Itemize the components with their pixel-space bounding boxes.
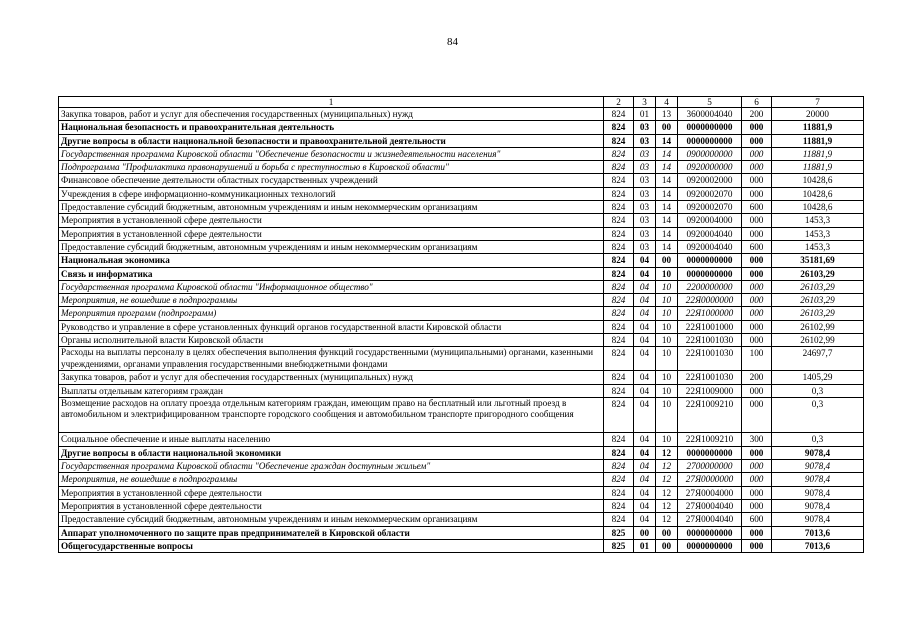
item-name: Предоставление субсидий бюджетным, автономным учреждениям и иным некоммерческим организациям	[59, 513, 604, 526]
section-code: 04	[634, 307, 656, 320]
target-article-code: 0920000000	[678, 161, 742, 174]
expense-type-code: 000	[742, 214, 772, 227]
target-article-code: 22Я1000000	[678, 307, 742, 320]
item-name: Мероприятия, не вошедшие в подпрограммы	[59, 473, 604, 486]
ministry-code: 824	[604, 214, 634, 227]
ministry-code: 824	[604, 227, 634, 240]
amount: 26102,99	[772, 334, 864, 347]
subsection-code: 12	[656, 513, 678, 526]
section-code: 01	[634, 108, 656, 121]
amount: 26103,29	[772, 267, 864, 280]
target-article-code: 0000000000	[678, 134, 742, 147]
expense-type-code: 600	[742, 240, 772, 253]
ministry-code: 824	[604, 320, 634, 333]
section-code: 04	[634, 347, 656, 371]
expense-type-code: 000	[742, 320, 772, 333]
table-row	[59, 201, 864, 214]
section-code: 04	[634, 294, 656, 307]
ministry-code: 824	[604, 347, 634, 371]
section-code: 04	[634, 513, 656, 526]
item-name: Мероприятия в установленной сфере деятельности	[59, 227, 604, 240]
section-code: 03	[634, 227, 656, 240]
section-code: 04	[634, 486, 656, 499]
ministry-code: 825	[604, 539, 634, 552]
section-code: 04	[634, 254, 656, 267]
ministry-code: 824	[604, 267, 634, 280]
amount: 24697,7	[772, 347, 864, 371]
section-code: 04	[634, 320, 656, 333]
table-row	[59, 267, 864, 280]
expense-type-code: 300	[742, 433, 772, 446]
subsection-code: 10	[656, 307, 678, 320]
table-row	[59, 121, 864, 134]
expense-type-code: 000	[742, 121, 772, 134]
expense-type-code: 000	[742, 526, 772, 539]
amount: 26103,29	[772, 307, 864, 320]
subsection-code: 12	[656, 499, 678, 512]
item-name: Возмещение расходов на оплату проезда отдельным категориям граждан, имеющим право на бесплатный или льготный проезд в автомобильном и электрифицированном транспорте городского сообщения и автомобильном транспорте пригородного сообщения	[59, 397, 604, 433]
ministry-code: 824	[604, 433, 634, 446]
target-article-code: 0000000000	[678, 121, 742, 134]
ministry-code: 824	[604, 240, 634, 253]
expense-type-code: 000	[742, 254, 772, 267]
target-article-code: 0000000000	[678, 254, 742, 267]
target-article-code: 22Я1001030	[678, 347, 742, 371]
ministry-code: 824	[604, 147, 634, 160]
expense-type-code: 000	[742, 161, 772, 174]
item-name: Предоставление субсидий бюджетным, автономным учреждениям и иным некоммерческим организациям	[59, 240, 604, 253]
table-row	[59, 227, 864, 240]
subsection-code: 14	[656, 214, 678, 227]
target-article-code: 22Я0000000	[678, 294, 742, 307]
header-cell: 4	[656, 97, 678, 108]
expense-type-code: 000	[742, 334, 772, 347]
ministry-code: 824	[604, 473, 634, 486]
subsection-code: 14	[656, 227, 678, 240]
amount: 1405,29	[772, 371, 864, 384]
target-article-code: 0920004000	[678, 214, 742, 227]
ministry-code: 824	[604, 307, 634, 320]
table-row	[59, 499, 864, 512]
item-name: Другие вопросы в области национальной безопасности и правоохранительной деятельности	[59, 134, 604, 147]
item-name: Руководство и управление в сфере установленных функций органов государственной власти Кировской области	[59, 320, 604, 333]
item-name: Аппарат уполномоченного по защите прав предпринимателей в Кировской области	[59, 526, 604, 539]
section-code: 01	[634, 539, 656, 552]
subsection-code: 10	[656, 384, 678, 397]
section-code: 03	[634, 147, 656, 160]
table-row	[59, 187, 864, 200]
item-name: Органы исполнительной власти Кировской области	[59, 334, 604, 347]
target-article-code: 22Я1001030	[678, 371, 742, 384]
item-name: Национальная экономика	[59, 254, 604, 267]
expense-type-code: 000	[742, 147, 772, 160]
target-article-code: 27Я0004000	[678, 486, 742, 499]
target-article-code: 0920002000	[678, 174, 742, 187]
section-code: 03	[634, 201, 656, 214]
item-name: Государственная программа Кировской области "Информационное общество"	[59, 280, 604, 293]
section-code: 04	[634, 473, 656, 486]
target-article-code: 0920004040	[678, 240, 742, 253]
table-row	[59, 539, 864, 552]
table-row	[59, 214, 864, 227]
item-name: Мероприятия в установленной сфере деятельности	[59, 214, 604, 227]
table-row	[59, 174, 864, 187]
section-code: 04	[634, 280, 656, 293]
item-name: Выплаты отдельным категориям граждан	[59, 384, 604, 397]
expense-type-code: 000	[742, 397, 772, 433]
target-article-code: 22Я1009210	[678, 433, 742, 446]
subsection-code: 14	[656, 161, 678, 174]
page-number: 84	[447, 36, 458, 48]
item-name: Расходы на выплаты персоналу в целях обеспечения выполнения функций государственными (муниципальными) органами, казенными учреждениями, органами управления государственными внебюджетными фондами	[59, 347, 604, 371]
item-name: Общегосударственные вопросы	[59, 539, 604, 552]
item-name: Связь и информатика	[59, 267, 604, 280]
amount: 26103,29	[772, 280, 864, 293]
subsection-code: 10	[656, 371, 678, 384]
amount: 11881,9	[772, 134, 864, 147]
amount: 20000	[772, 108, 864, 121]
amount: 26103,29	[772, 294, 864, 307]
item-name: Мероприятия в установленной сфере деятельности	[59, 499, 604, 512]
expense-type-code: 000	[742, 227, 772, 240]
table-row	[59, 397, 864, 433]
item-name: Предоставление субсидий бюджетным, автономным учреждениям и иным некоммерческим организациям	[59, 201, 604, 214]
expense-type-code: 000	[742, 473, 772, 486]
table-row	[59, 473, 864, 486]
expense-type-code: 000	[742, 499, 772, 512]
amount: 10428,6	[772, 201, 864, 214]
table-row	[59, 320, 864, 333]
ministry-code: 824	[604, 201, 634, 214]
expense-type-code: 000	[742, 187, 772, 200]
expense-type-code: 600	[742, 201, 772, 214]
section-code: 03	[634, 121, 656, 134]
table-row	[59, 294, 864, 307]
subsection-code: 10	[656, 294, 678, 307]
section-code: 03	[634, 187, 656, 200]
ministry-code: 824	[604, 499, 634, 512]
ministry-code: 824	[604, 486, 634, 499]
item-name: Национальная безопасность и правоохранительная деятельность	[59, 121, 604, 134]
expense-type-code: 000	[742, 446, 772, 459]
ministry-code: 824	[604, 174, 634, 187]
item-name: Мероприятия в установленной сфере деятельности	[59, 486, 604, 499]
table-row	[59, 280, 864, 293]
amount: 0,3	[772, 433, 864, 446]
target-article-code: 0000000000	[678, 446, 742, 459]
amount: 1453,3	[772, 227, 864, 240]
target-article-code: 22Я1001030	[678, 334, 742, 347]
item-name: Государственная программа Кировской области "Обеспечение безопасности и жизнедеятельности населения"	[59, 147, 604, 160]
table-row	[59, 307, 864, 320]
item-name: Подпрограмма "Профилактика правонарушений и борьба с преступностью в Кировской области"	[59, 161, 604, 174]
table-row	[59, 147, 864, 160]
table-row	[59, 433, 864, 446]
subsection-code: 13	[656, 108, 678, 121]
expense-type-code: 000	[742, 280, 772, 293]
table-row	[59, 134, 864, 147]
expense-type-code: 000	[742, 267, 772, 280]
header-cell: 2	[604, 97, 634, 108]
expense-type-code: 000	[742, 384, 772, 397]
target-article-code: 0920002070	[678, 201, 742, 214]
target-article-code: 2200000000	[678, 280, 742, 293]
subsection-code: 00	[656, 254, 678, 267]
amount: 7013,6	[772, 539, 864, 552]
ministry-code: 824	[604, 371, 634, 384]
amount: 9078,4	[772, 446, 864, 459]
amount: 9078,4	[772, 486, 864, 499]
amount: 9078,4	[772, 473, 864, 486]
section-code: 04	[634, 433, 656, 446]
table-row	[59, 384, 864, 397]
table-row	[59, 108, 864, 121]
amount: 9078,4	[772, 513, 864, 526]
ministry-code: 824	[604, 397, 634, 433]
subsection-code: 10	[656, 320, 678, 333]
target-article-code: 22Я1009000	[678, 384, 742, 397]
item-name: Другие вопросы в области национальной экономики	[59, 446, 604, 459]
expense-type-code: 000	[742, 539, 772, 552]
subsection-code: 12	[656, 446, 678, 459]
section-code: 03	[634, 240, 656, 253]
section-code: 00	[634, 526, 656, 539]
subsection-code: 14	[656, 174, 678, 187]
subsection-code: 14	[656, 147, 678, 160]
ministry-code: 824	[604, 334, 634, 347]
subsection-code: 10	[656, 347, 678, 371]
ministry-code: 824	[604, 460, 634, 473]
table-row	[59, 486, 864, 499]
header-cell: 1	[59, 97, 604, 108]
target-article-code: 0000000000	[678, 267, 742, 280]
ministry-code: 824	[604, 294, 634, 307]
section-code: 04	[634, 267, 656, 280]
header-cell: 3	[634, 97, 656, 108]
section-code: 04	[634, 371, 656, 384]
section-code: 04	[634, 499, 656, 512]
item-name: Мероприятия программ (подпрограмм)	[59, 307, 604, 320]
header-cell: 6	[742, 97, 772, 108]
item-name: Государственная программа Кировской области "Обеспечение граждан доступным жильем"	[59, 460, 604, 473]
section-code: 03	[634, 161, 656, 174]
target-article-code: 0920002070	[678, 187, 742, 200]
ministry-code: 824	[604, 161, 634, 174]
item-name: Финансовое обеспечение деятельности областных государственных учреждений	[59, 174, 604, 187]
subsection-code: 14	[656, 134, 678, 147]
amount: 10428,6	[772, 187, 864, 200]
subsection-code: 10	[656, 433, 678, 446]
section-code: 04	[634, 397, 656, 433]
section-code: 04	[634, 446, 656, 459]
section-code: 03	[634, 174, 656, 187]
amount: 0,3	[772, 397, 864, 433]
amount: 11881,9	[772, 147, 864, 160]
subsection-code: 10	[656, 280, 678, 293]
table-row	[59, 446, 864, 459]
table-row	[59, 240, 864, 253]
subsection-code: 10	[656, 334, 678, 347]
amount: 7013,6	[772, 526, 864, 539]
amount: 1453,3	[772, 214, 864, 227]
item-name: Учреждения в сфере информационно-коммуникационных технологий	[59, 187, 604, 200]
amount: 26102,99	[772, 320, 864, 333]
table-row	[59, 526, 864, 539]
ministry-code: 824	[604, 121, 634, 134]
item-name: Социальное обеспечение и иные выплаты населению	[59, 433, 604, 446]
ministry-code: 824	[604, 108, 634, 121]
target-article-code: 0000000000	[678, 539, 742, 552]
table-row	[59, 334, 864, 347]
subsection-code: 14	[656, 240, 678, 253]
budget-table	[58, 96, 864, 553]
table-row	[59, 161, 864, 174]
target-article-code: 2700000000	[678, 460, 742, 473]
section-code: 04	[634, 460, 656, 473]
amount: 35181,69	[772, 254, 864, 267]
item-name: Мероприятия, не вошедшие в подпрограммы	[59, 294, 604, 307]
section-code: 04	[634, 384, 656, 397]
amount: 9078,4	[772, 499, 864, 512]
ministry-code: 824	[604, 254, 634, 267]
target-article-code: 22Я1001000	[678, 320, 742, 333]
expense-type-code: 100	[742, 347, 772, 371]
expense-type-code: 200	[742, 371, 772, 384]
item-name: Закупка товаров, работ и услуг для обеспечения государственных (муниципальных) нужд	[59, 108, 604, 121]
subsection-code: 10	[656, 267, 678, 280]
section-code: 03	[634, 134, 656, 147]
target-article-code: 22Я1009210	[678, 397, 742, 433]
amount: 0,3	[772, 384, 864, 397]
table-row	[59, 371, 864, 384]
amount: 9078,4	[772, 460, 864, 473]
header-cell: 5	[678, 97, 742, 108]
section-code: 04	[634, 334, 656, 347]
section-code: 03	[634, 214, 656, 227]
target-article-code: 27Я0004040	[678, 513, 742, 526]
header-cell: 7	[772, 97, 864, 108]
ministry-code: 824	[604, 513, 634, 526]
target-article-code: 27Я0000000	[678, 473, 742, 486]
table-row	[59, 513, 864, 526]
ministry-code: 824	[604, 187, 634, 200]
ministry-code: 824	[604, 280, 634, 293]
expense-type-code: 200	[742, 108, 772, 121]
subsection-code: 12	[656, 486, 678, 499]
table-row	[59, 460, 864, 473]
amount: 11881,9	[772, 161, 864, 174]
target-article-code: 3600004040	[678, 108, 742, 121]
target-article-code: 0920004040	[678, 227, 742, 240]
expense-type-code: 600	[742, 513, 772, 526]
item-name: Закупка товаров, работ и услуг для обеспечения государственных (муниципальных) нужд	[59, 371, 604, 384]
subsection-code: 00	[656, 539, 678, 552]
expense-type-code: 000	[742, 294, 772, 307]
amount: 10428,6	[772, 174, 864, 187]
subsection-code: 00	[656, 526, 678, 539]
subsection-code: 10	[656, 397, 678, 433]
ministry-code: 825	[604, 526, 634, 539]
subsection-code: 14	[656, 201, 678, 214]
expense-type-code: 000	[742, 460, 772, 473]
subsection-code: 12	[656, 460, 678, 473]
expense-type-code: 000	[742, 134, 772, 147]
target-article-code: 27Я0004040	[678, 499, 742, 512]
amount: 11881,9	[772, 121, 864, 134]
target-article-code: 0900000000	[678, 147, 742, 160]
ministry-code: 824	[604, 446, 634, 459]
expense-type-code: 000	[742, 174, 772, 187]
expense-type-code: 000	[742, 307, 772, 320]
table-header-row	[59, 97, 864, 108]
ministry-code: 824	[604, 384, 634, 397]
subsection-code: 14	[656, 187, 678, 200]
table-row	[59, 254, 864, 267]
expense-type-code: 000	[742, 486, 772, 499]
subsection-code: 00	[656, 121, 678, 134]
target-article-code: 0000000000	[678, 526, 742, 539]
table-row	[59, 347, 864, 371]
amount: 1453,3	[772, 240, 864, 253]
subsection-code: 12	[656, 473, 678, 486]
ministry-code: 824	[604, 134, 634, 147]
